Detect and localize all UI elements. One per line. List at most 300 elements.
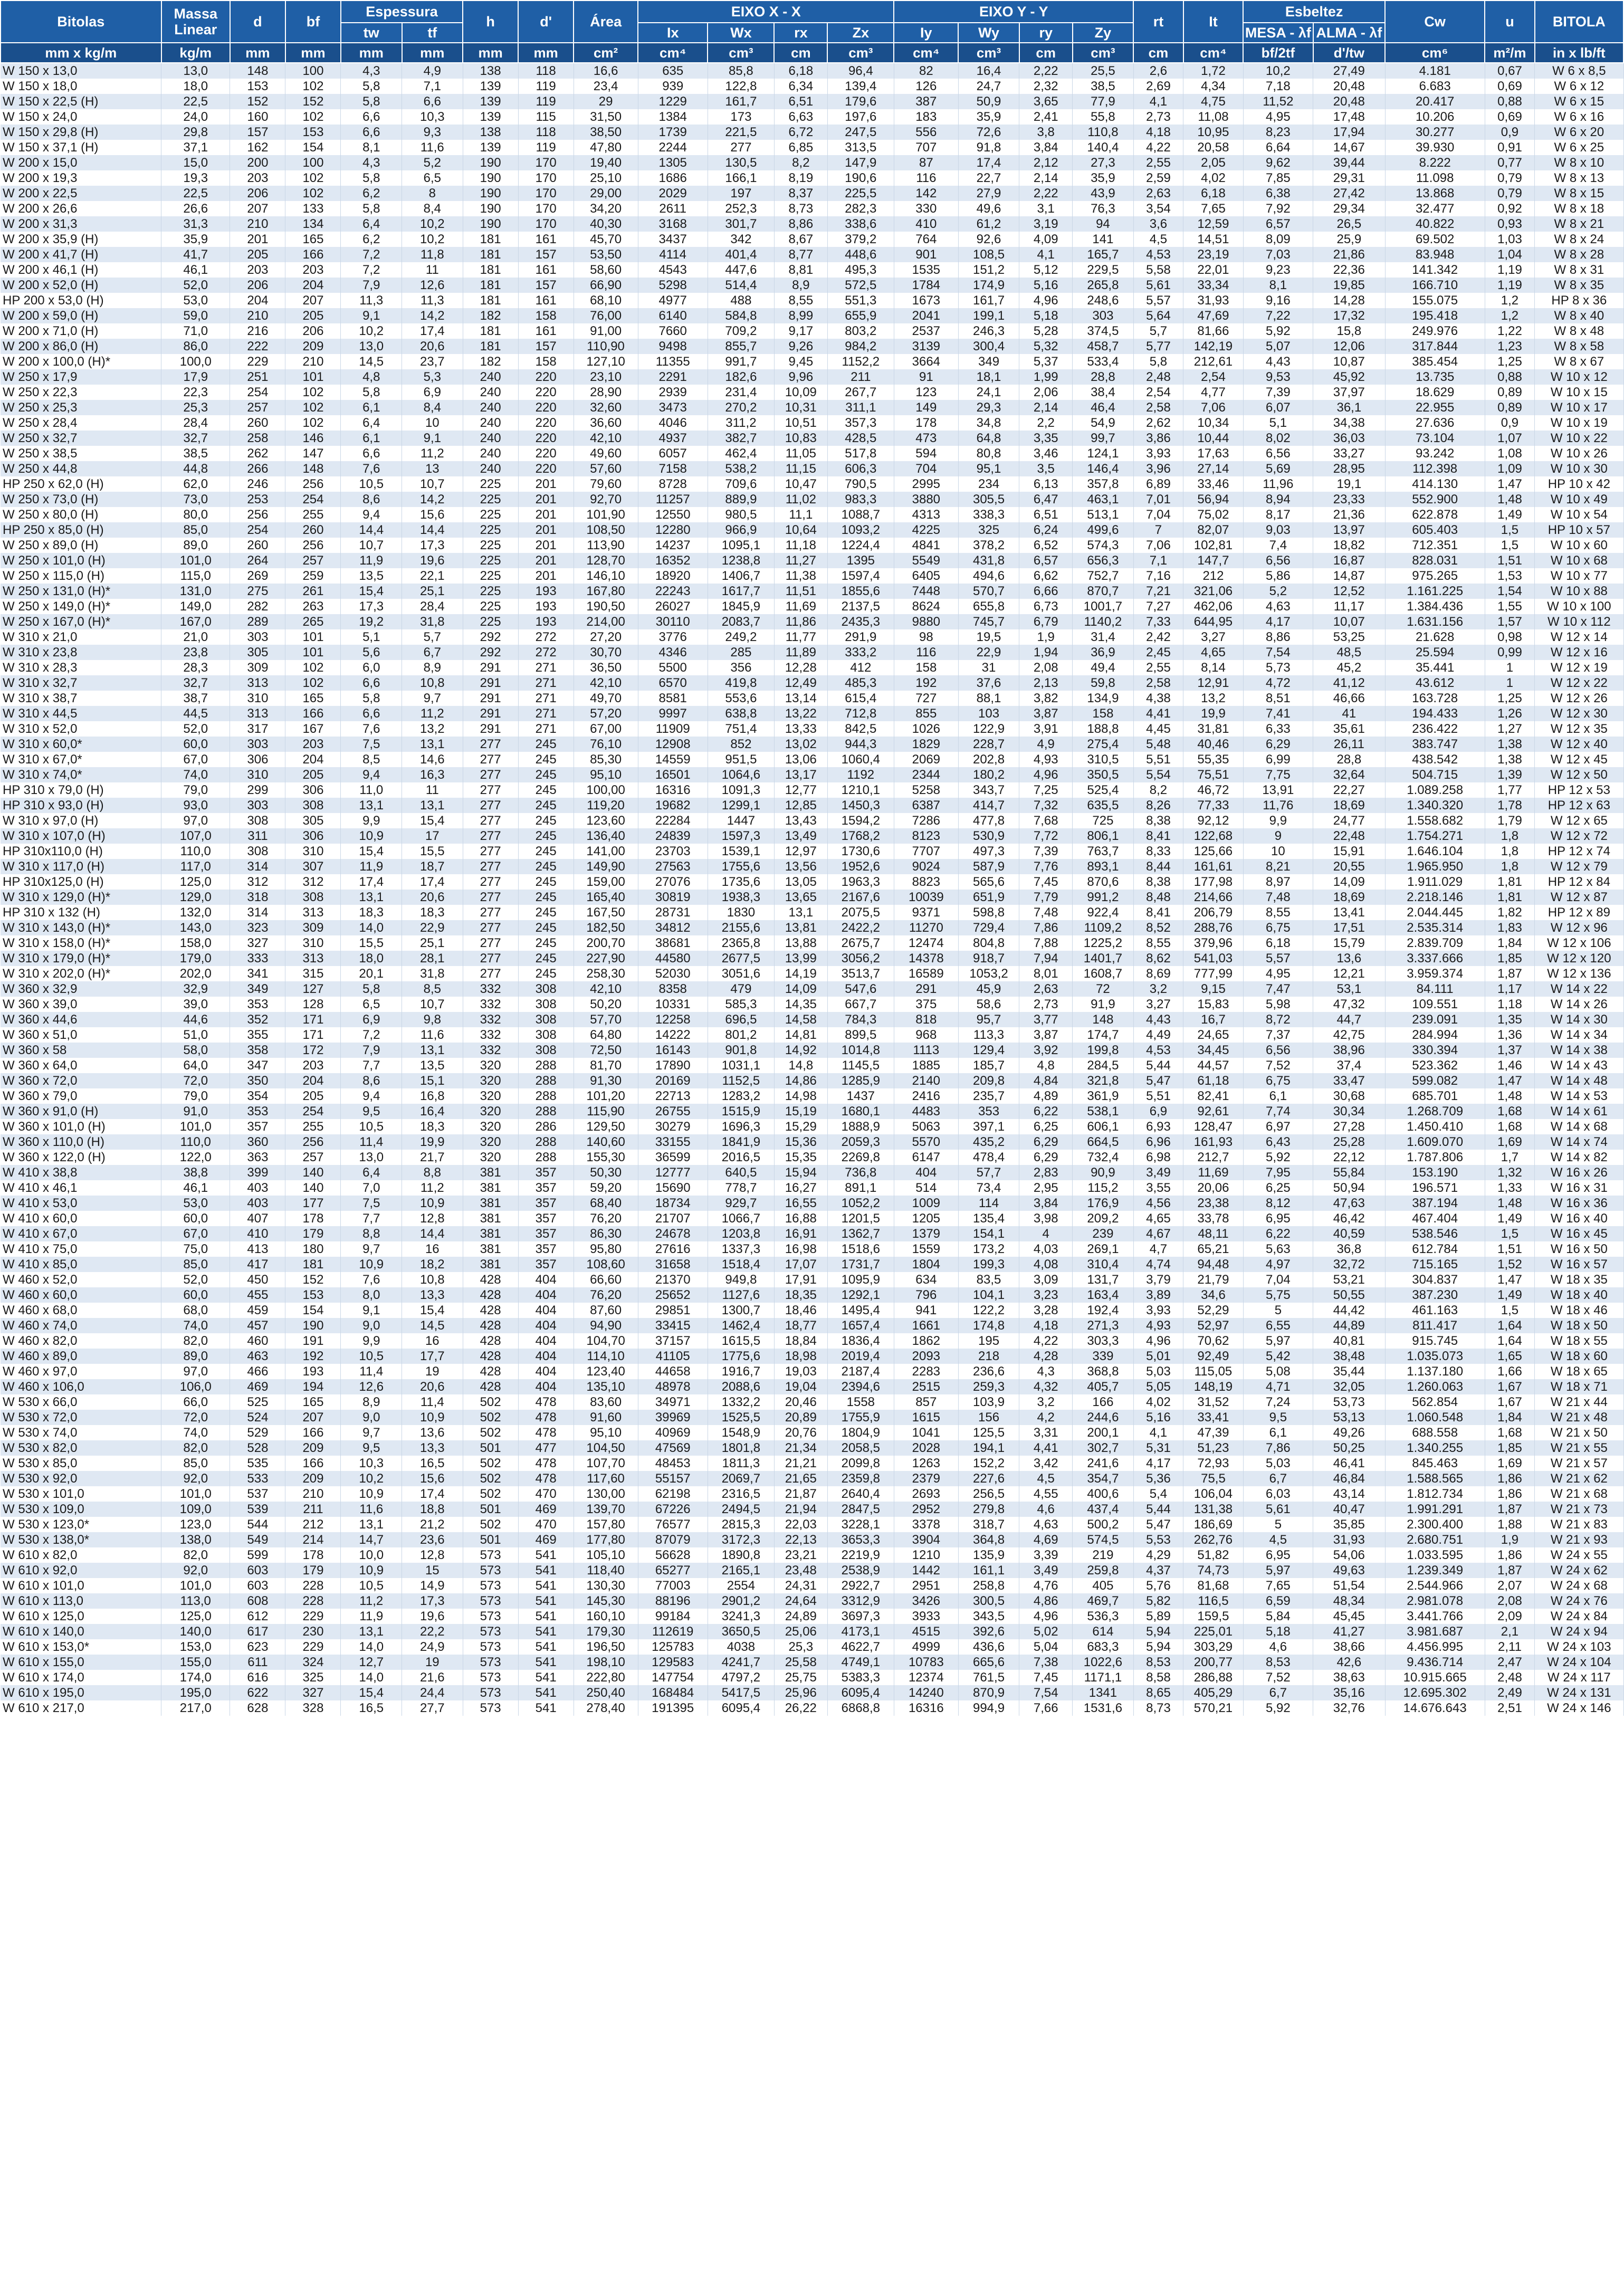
table-cell: 3,49 bbox=[1133, 1165, 1183, 1180]
table-cell: 10,95 bbox=[1183, 125, 1243, 140]
table-cell: 222 bbox=[230, 339, 285, 354]
table-cell: 13,0 bbox=[341, 1150, 402, 1165]
table-cell: 102 bbox=[285, 170, 341, 186]
table-row[interactable] bbox=[1, 216, 1623, 232]
table-row[interactable] bbox=[1, 1471, 1623, 1486]
table-cell: 2019,4 bbox=[827, 1349, 894, 1364]
table-cell: 9,17 bbox=[774, 323, 827, 339]
header-cw[interactable]: Cw bbox=[1385, 1, 1485, 43]
table-row[interactable] bbox=[1, 1456, 1623, 1471]
table-row[interactable] bbox=[1, 660, 1623, 675]
table-row[interactable] bbox=[1, 1303, 1623, 1318]
table-row[interactable] bbox=[1, 1685, 1623, 1700]
table-cell: 239.091 bbox=[1385, 1012, 1485, 1027]
table-cell: 61,2 bbox=[958, 216, 1019, 232]
table-cell: 1225,2 bbox=[1073, 935, 1134, 951]
table-row[interactable] bbox=[1, 339, 1623, 354]
table-cell: 939 bbox=[638, 79, 708, 94]
table-row[interactable] bbox=[1, 966, 1623, 981]
table-row[interactable] bbox=[1, 1073, 1623, 1088]
table-row[interactable] bbox=[1, 1440, 1623, 1456]
table-cell: 22,9 bbox=[958, 645, 1019, 660]
table-row[interactable] bbox=[1, 767, 1623, 782]
header-zx[interactable]: Zx bbox=[827, 23, 894, 43]
table-row[interactable] bbox=[1, 828, 1623, 844]
header-eixo-y[interactable]: EIXO Y - Y bbox=[894, 1, 1133, 23]
table-cell: 2,08 bbox=[1485, 1593, 1535, 1609]
table-row[interactable] bbox=[1, 201, 1623, 216]
table-row[interactable] bbox=[1, 385, 1623, 400]
table-row[interactable] bbox=[1, 1318, 1623, 1333]
table-cell: 4,7 bbox=[1133, 1241, 1183, 1257]
header-massa-linear[interactable]: Massa Linear bbox=[161, 1, 230, 43]
table-cell: 174,0 bbox=[161, 1670, 230, 1685]
table-row[interactable] bbox=[1, 369, 1623, 385]
table-cell: 5,32 bbox=[1019, 339, 1073, 354]
table-cell: 161,7 bbox=[708, 94, 774, 109]
table-cell: 92,49 bbox=[1183, 1349, 1243, 1364]
table-row[interactable] bbox=[1, 1257, 1623, 1272]
header-bitolas[interactable]: Bitolas bbox=[1, 1, 161, 43]
header-u[interactable]: u bbox=[1485, 1, 1535, 43]
table-cell: 65277 bbox=[638, 1563, 708, 1578]
table-cell: 222,80 bbox=[574, 1670, 638, 1685]
table-row[interactable] bbox=[1, 1670, 1623, 1685]
table-cell: 1.588.565 bbox=[1385, 1471, 1485, 1486]
table-row[interactable] bbox=[1, 155, 1623, 170]
table-cell: 101 bbox=[285, 629, 341, 645]
table-row[interactable] bbox=[1, 691, 1623, 706]
table-row[interactable] bbox=[1, 1241, 1623, 1257]
header-area[interactable]: Área bbox=[574, 1, 638, 43]
table-row[interactable] bbox=[1, 905, 1623, 920]
table-row[interactable] bbox=[1, 170, 1623, 186]
table-row[interactable] bbox=[1, 1134, 1623, 1150]
table-cell: 1735,6 bbox=[708, 874, 774, 890]
table-row[interactable] bbox=[1, 645, 1623, 660]
table-row[interactable] bbox=[1, 951, 1623, 966]
table-row[interactable] bbox=[1, 308, 1623, 323]
table-cell: 19,85 bbox=[1313, 278, 1386, 293]
table-cell: 221,5 bbox=[708, 125, 774, 140]
table-cell: 9,96 bbox=[774, 369, 827, 385]
table-cell: 0,89 bbox=[1485, 400, 1535, 415]
table-cell: 0,9 bbox=[1485, 125, 1535, 140]
table-row[interactable] bbox=[1, 1180, 1623, 1196]
table-cell: 501 bbox=[463, 1532, 518, 1547]
table-cell: 6,9 bbox=[1133, 1104, 1183, 1119]
table-cell: 166.710 bbox=[1385, 278, 1485, 293]
table-row[interactable] bbox=[1, 798, 1623, 813]
table-cell: 1395 bbox=[827, 553, 894, 568]
table-row[interactable] bbox=[1, 1394, 1623, 1410]
table-cell: 166 bbox=[285, 706, 341, 721]
table-cell: 13,14 bbox=[774, 691, 827, 706]
table-row[interactable] bbox=[1, 63, 1623, 79]
table-cell: 54,9 bbox=[1073, 415, 1134, 431]
table-row[interactable] bbox=[1, 1379, 1623, 1394]
table-row[interactable] bbox=[1, 599, 1623, 614]
table-cell: 7,94 bbox=[1019, 951, 1073, 966]
header-ix[interactable]: Ix bbox=[638, 23, 708, 43]
table-row[interactable] bbox=[1, 981, 1623, 997]
table-cell: 1830 bbox=[708, 905, 774, 920]
table-cell: 541 bbox=[518, 1685, 574, 1700]
table-cell: 1.384.436 bbox=[1385, 599, 1485, 614]
table-cell: 0,98 bbox=[1485, 629, 1535, 645]
table-cell: 262 bbox=[230, 446, 285, 461]
header-bf[interactable]: bf bbox=[285, 1, 341, 43]
table-cell: 24,7 bbox=[958, 79, 1019, 94]
table-row[interactable] bbox=[1, 507, 1623, 522]
table-row[interactable] bbox=[1, 94, 1623, 109]
table-row[interactable] bbox=[1, 400, 1623, 415]
table-cell: 157 bbox=[518, 278, 574, 293]
table-cell: 4,96 bbox=[1019, 767, 1073, 782]
bitola-imperial-cell: W 12 x 120 bbox=[1535, 951, 1623, 966]
table-cell: 4,2 bbox=[1019, 1410, 1073, 1425]
table-row[interactable] bbox=[1, 522, 1623, 538]
header-wx[interactable]: Wx bbox=[708, 23, 774, 43]
table-row[interactable] bbox=[1, 675, 1623, 691]
table-row[interactable] bbox=[1, 293, 1623, 308]
profile-name-cell: W 250 x 44,8 bbox=[1, 461, 161, 476]
table-row[interactable] bbox=[1, 1349, 1623, 1364]
table-row[interactable] bbox=[1, 262, 1623, 278]
bitola-imperial-cell: W 10 x 22 bbox=[1535, 431, 1623, 446]
table-cell: 104,70 bbox=[574, 1333, 638, 1349]
table-row[interactable] bbox=[1, 323, 1623, 339]
table-cell: 870,6 bbox=[1073, 874, 1134, 890]
table-cell: 10,09 bbox=[774, 385, 827, 400]
table-cell: 16,6 bbox=[574, 63, 638, 79]
table-cell: 1916,7 bbox=[708, 1364, 774, 1379]
table-cell: 1.965.950 bbox=[1385, 859, 1485, 874]
table-cell: 1518,4 bbox=[708, 1257, 774, 1272]
table-row[interactable] bbox=[1, 1655, 1623, 1670]
table-cell: 463,1 bbox=[1073, 492, 1134, 507]
table-row[interactable] bbox=[1, 247, 1623, 262]
table-cell: 893,1 bbox=[1073, 859, 1134, 874]
table-row[interactable] bbox=[1, 1502, 1623, 1517]
table-cell: 138 bbox=[463, 125, 518, 140]
table-row[interactable] bbox=[1, 1196, 1623, 1211]
table-cell: 82,0 bbox=[161, 1333, 230, 1349]
table-row[interactable] bbox=[1, 737, 1623, 752]
table-row[interactable] bbox=[1, 461, 1623, 476]
table-row[interactable] bbox=[1, 920, 1623, 935]
table-cell: 3,87 bbox=[1019, 706, 1073, 721]
table-cell: 4,93 bbox=[1133, 1318, 1183, 1333]
table-row[interactable] bbox=[1, 415, 1623, 431]
table-cell: 573 bbox=[463, 1563, 518, 1578]
table-cell: 5,54 bbox=[1133, 767, 1183, 782]
table-row[interactable] bbox=[1, 706, 1623, 721]
table-cell: 85,0 bbox=[161, 1257, 230, 1272]
table-cell: 404 bbox=[518, 1379, 574, 1394]
header-d-prime[interactable]: d' bbox=[518, 1, 574, 43]
header-tf[interactable]: tf bbox=[402, 23, 463, 43]
bitola-imperial-cell: W 8 x 58 bbox=[1535, 339, 1623, 354]
table-cell: 3,49 bbox=[1019, 1563, 1073, 1578]
table-cell: 57,20 bbox=[574, 706, 638, 721]
table-row[interactable] bbox=[1, 354, 1623, 369]
table-cell: 100,0 bbox=[161, 354, 230, 369]
header-zy[interactable]: Zy bbox=[1073, 23, 1134, 43]
table-cell: 8,01 bbox=[1019, 966, 1073, 981]
table-cell: 4977 bbox=[638, 293, 708, 308]
table-row[interactable] bbox=[1, 813, 1623, 828]
profile-name-cell: HP 310 x 132 (H) bbox=[1, 905, 161, 920]
header-it[interactable]: It bbox=[1183, 1, 1243, 43]
table-cell: 1014,8 bbox=[827, 1043, 894, 1058]
bitola-imperial-cell: W 10 x 100 bbox=[1535, 599, 1623, 614]
table-row[interactable] bbox=[1, 1165, 1623, 1180]
table-cell: 49,60 bbox=[574, 446, 638, 461]
table-cell: 269 bbox=[230, 568, 285, 584]
table-row[interactable] bbox=[1, 1104, 1623, 1119]
table-cell: 277 bbox=[463, 874, 518, 890]
header-bitola[interactable]: BITOLA bbox=[1535, 1, 1623, 43]
table-cell: 171 bbox=[285, 1027, 341, 1043]
table-row[interactable] bbox=[1, 1012, 1623, 1027]
table-cell: 536,3 bbox=[1073, 1609, 1134, 1624]
table-cell: 7,74 bbox=[1243, 1104, 1313, 1119]
table-row[interactable] bbox=[1, 782, 1623, 798]
bitola-imperial-cell: W 24 x 117 bbox=[1535, 1670, 1623, 1685]
table-cell: 42,10 bbox=[574, 431, 638, 446]
header-rx[interactable]: rx bbox=[774, 23, 827, 43]
table-cell: 157,80 bbox=[574, 1517, 638, 1532]
header-d[interactable]: d bbox=[230, 1, 285, 43]
table-cell: 368,8 bbox=[1073, 1364, 1134, 1379]
table-row[interactable] bbox=[1, 629, 1623, 645]
table-row[interactable] bbox=[1, 1272, 1623, 1287]
table-row[interactable] bbox=[1, 1088, 1623, 1104]
header-mesa[interactable]: MESA - λf bbox=[1243, 23, 1313, 43]
table-cell: 8,37 bbox=[774, 186, 827, 201]
table-cell: 256 bbox=[285, 476, 341, 492]
table-cell: 25,58 bbox=[774, 1655, 827, 1670]
table-cell: 130,30 bbox=[574, 1578, 638, 1593]
header-alma[interactable]: ALMA - λf bbox=[1313, 23, 1386, 43]
table-row[interactable] bbox=[1, 1119, 1623, 1134]
table-cell: 25,3 bbox=[161, 400, 230, 415]
table-cell: 538,1 bbox=[1073, 1104, 1134, 1119]
table-cell: 763,7 bbox=[1073, 844, 1134, 859]
table-cell: 1535 bbox=[894, 262, 958, 278]
table-row[interactable] bbox=[1, 1563, 1623, 1578]
bitola-imperial-cell: W 8 x 67 bbox=[1535, 354, 1623, 369]
table-cell: 250,40 bbox=[574, 1685, 638, 1700]
table-row[interactable] bbox=[1, 278, 1623, 293]
table-cell: 72,93 bbox=[1183, 1456, 1243, 1471]
table-cell: 99,7 bbox=[1073, 431, 1134, 446]
header-ry[interactable]: ry bbox=[1019, 23, 1073, 43]
table-row[interactable] bbox=[1, 1547, 1623, 1563]
table-row[interactable] bbox=[1, 1410, 1623, 1425]
header-wy[interactable]: Wy bbox=[958, 23, 1019, 43]
table-cell: 6,51 bbox=[1019, 507, 1073, 522]
table-cell: 25652 bbox=[638, 1287, 708, 1303]
table-row[interactable] bbox=[1, 492, 1623, 507]
table-cell: 75,5 bbox=[1183, 1471, 1243, 1486]
table-cell: 5,16 bbox=[1133, 1410, 1183, 1425]
table-row[interactable] bbox=[1, 890, 1623, 905]
table-cell: 20,48 bbox=[1313, 94, 1386, 109]
table-cell: 19,6 bbox=[402, 1609, 463, 1624]
table-cell: 10 bbox=[1243, 844, 1313, 859]
table-row[interactable] bbox=[1, 1027, 1623, 1043]
table-row[interactable] bbox=[1, 553, 1623, 568]
table-cell: 381 bbox=[463, 1180, 518, 1196]
table-cell: 5,2 bbox=[402, 155, 463, 170]
table-cell: 210 bbox=[230, 308, 285, 323]
table-cell: 253 bbox=[230, 492, 285, 507]
table-row[interactable] bbox=[1, 1226, 1623, 1241]
table-cell: 8,81 bbox=[774, 262, 827, 278]
table-cell: 502 bbox=[463, 1410, 518, 1425]
profile-name-cell: W 200 x 52,0 (H) bbox=[1, 278, 161, 293]
table-cell: 45,9 bbox=[958, 981, 1019, 997]
table-row[interactable] bbox=[1, 1333, 1623, 1349]
table-cell: 6,56 bbox=[1243, 553, 1313, 568]
table-row[interactable] bbox=[1, 568, 1623, 584]
table-cell: 308 bbox=[518, 997, 574, 1012]
table-row[interactable] bbox=[1, 109, 1623, 125]
header-espessura[interactable]: Espessura bbox=[341, 1, 463, 23]
profile-name-cell: W 610 x 140,0 bbox=[1, 1624, 161, 1639]
table-cell: 715.165 bbox=[1385, 1257, 1485, 1272]
table-row[interactable] bbox=[1, 614, 1623, 629]
table-row[interactable] bbox=[1, 1486, 1623, 1502]
table-cell: 166 bbox=[285, 1425, 341, 1440]
table-cell: 27,7 bbox=[402, 1700, 463, 1716]
table-row[interactable] bbox=[1, 844, 1623, 859]
bitola-imperial-cell: W 12 x 50 bbox=[1535, 767, 1623, 782]
table-cell: 28,1 bbox=[402, 951, 463, 966]
table-cell: 6,6 bbox=[341, 446, 402, 461]
profile-name-cell: W 310 x 97,0 (H) bbox=[1, 813, 161, 828]
table-row[interactable] bbox=[1, 935, 1623, 951]
table-cell: 428 bbox=[463, 1349, 518, 1364]
table-row[interactable] bbox=[1, 1211, 1623, 1226]
table-cell: 2.044.445 bbox=[1385, 905, 1485, 920]
profile-name-cell: HP 310 x 93,0 (H) bbox=[1, 798, 161, 813]
table-cell: 113,0 bbox=[161, 1593, 230, 1609]
table-cell: 538,2 bbox=[708, 461, 774, 476]
table-cell: 6,75 bbox=[1243, 920, 1313, 935]
table-cell: 712.351 bbox=[1385, 538, 1485, 553]
table-row[interactable] bbox=[1, 1578, 1623, 1593]
table-row[interactable] bbox=[1, 125, 1623, 140]
table-cell: 428 bbox=[463, 1287, 518, 1303]
table-cell: 328 bbox=[285, 1700, 341, 1716]
table-cell: 18,0 bbox=[341, 951, 402, 966]
table-cell: 91,9 bbox=[1073, 997, 1134, 1012]
header-esbeltez[interactable]: Esbeltez bbox=[1243, 1, 1385, 23]
table-cell: 1401,7 bbox=[1073, 951, 1134, 966]
table-cell: 126 bbox=[894, 79, 958, 94]
table-row[interactable] bbox=[1, 431, 1623, 446]
table-cell: 2,1 bbox=[1485, 1624, 1535, 1639]
table-row[interactable] bbox=[1, 1593, 1623, 1609]
table-cell: 15,0 bbox=[161, 155, 230, 170]
table-row[interactable] bbox=[1, 1043, 1623, 1058]
table-row[interactable] bbox=[1, 997, 1623, 1012]
table-cell: 12,49 bbox=[774, 675, 827, 691]
table-cell: 181 bbox=[463, 323, 518, 339]
table-cell: 117,0 bbox=[161, 859, 230, 874]
table-row[interactable] bbox=[1, 446, 1623, 461]
table-cell: 83,60 bbox=[574, 1394, 638, 1410]
table-row[interactable] bbox=[1, 1700, 1623, 1716]
table-cell: 245 bbox=[518, 920, 574, 935]
table-row[interactable] bbox=[1, 476, 1623, 492]
table-cell: 21,36 bbox=[1313, 507, 1386, 522]
table-cell: 33415 bbox=[638, 1318, 708, 1333]
header-h[interactable]: h bbox=[463, 1, 518, 43]
table-row[interactable] bbox=[1, 1624, 1623, 1639]
header-rt[interactable]: rt bbox=[1133, 1, 1183, 43]
table-row[interactable] bbox=[1, 186, 1623, 201]
bitola-imperial-cell: W 8 x 31 bbox=[1535, 262, 1623, 278]
table-cell: 457 bbox=[230, 1318, 285, 1333]
table-row[interactable] bbox=[1, 1364, 1623, 1379]
table-cell: 499,6 bbox=[1073, 522, 1134, 538]
profile-name-cell: W 200 x 31,3 bbox=[1, 216, 161, 232]
table-cell: 14,0 bbox=[341, 920, 402, 935]
table-cell: 9,3 bbox=[402, 125, 463, 140]
table-cell: 49,6 bbox=[958, 201, 1019, 216]
table-row[interactable] bbox=[1, 752, 1623, 767]
table-cell: 7,47 bbox=[1243, 981, 1313, 997]
header-eixo-x[interactable]: EIXO X - X bbox=[638, 1, 894, 23]
table-row[interactable] bbox=[1, 1609, 1623, 1624]
table-cell: 11,2 bbox=[402, 1180, 463, 1196]
table-row[interactable] bbox=[1, 874, 1623, 890]
table-row[interactable] bbox=[1, 1058, 1623, 1073]
table-row[interactable] bbox=[1, 538, 1623, 553]
table-cell: 152 bbox=[285, 94, 341, 109]
bitola-imperial-cell: W 12 x 30 bbox=[1535, 706, 1623, 721]
table-row[interactable] bbox=[1, 1150, 1623, 1165]
table-cell: 469 bbox=[518, 1502, 574, 1517]
table-cell: 26,11 bbox=[1313, 737, 1386, 752]
table-cell: 1,48 bbox=[1485, 1196, 1535, 1211]
header-iy[interactable]: Iy bbox=[894, 23, 958, 43]
table-row[interactable] bbox=[1, 584, 1623, 599]
table-row[interactable] bbox=[1, 232, 1623, 247]
table-row[interactable] bbox=[1, 1639, 1623, 1655]
table-row[interactable] bbox=[1, 1287, 1623, 1303]
table-cell: 310 bbox=[285, 935, 341, 951]
header-tw[interactable]: tw bbox=[341, 23, 402, 43]
table-row[interactable] bbox=[1, 1425, 1623, 1440]
table-row[interactable] bbox=[1, 140, 1623, 155]
table-row[interactable] bbox=[1, 721, 1623, 737]
table-cell: 4,84 bbox=[1019, 1073, 1073, 1088]
table-row[interactable] bbox=[1, 79, 1623, 94]
table-row[interactable] bbox=[1, 859, 1623, 874]
table-cell: 277 bbox=[463, 844, 518, 859]
table-row[interactable] bbox=[1, 1517, 1623, 1532]
table-cell: 6,4 bbox=[341, 216, 402, 232]
table-cell: 8,19 bbox=[774, 170, 827, 186]
table-cell: 52,29 bbox=[1183, 1303, 1243, 1318]
table-cell: 28,3 bbox=[161, 660, 230, 675]
table-row[interactable] bbox=[1, 1532, 1623, 1547]
